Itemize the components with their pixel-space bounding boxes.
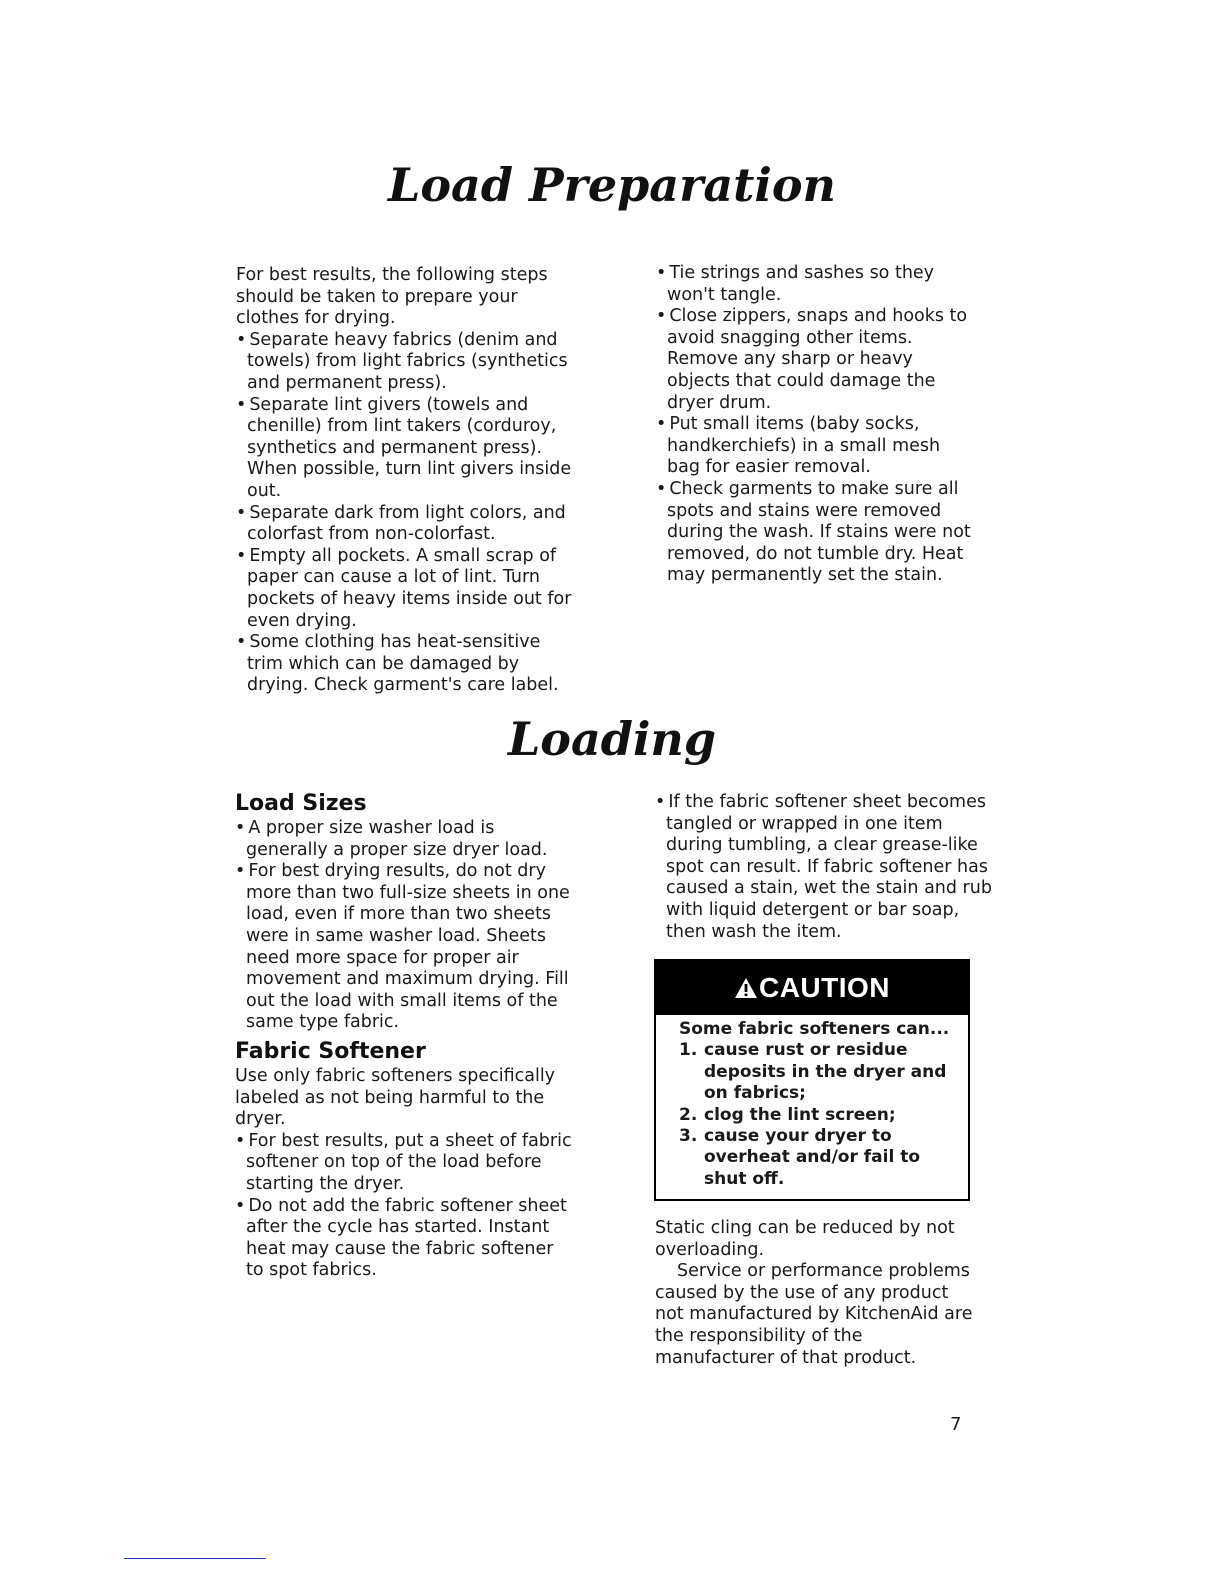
list-item: • For best drying results, do not dry more than two full-size sheets in one load, even if more than two sheets were in same washer load. Sheets need more space for proper air movement and maximum drying. Fill out the load with small items of the same type fabric. [235, 861, 575, 1034]
list-item: • If the fabric softener sheet becomes tangled or wrapped in one item during tumbling, a clear grease-like spot can result. If fabric softener has caused a stain, wet the stain and rub with liquid detergent or bar soap, then wash the item. [655, 792, 995, 943]
prep-left-column [236, 265, 576, 697]
list-item: • Close zippers, snaps and hooks to avoid snagging other items. Remove any sharp or heavy objects that could damage the dryer drum. [656, 306, 976, 414]
static-cling-note: Static cling can be reduced by not overloading. [655, 1218, 955, 1260]
list-item: • Tie strings and sashes so they won't tangle. [656, 263, 976, 306]
prep-right-column [656, 263, 976, 587]
loading-heading: Loading [507, 712, 717, 766]
list-item: • Separate heavy fabrics (denim and towels) from light fabrics (synthetics and permanent press). [236, 330, 576, 395]
caution-box [654, 959, 970, 1201]
load-sizes-heading: Load Sizes [235, 791, 367, 816]
loading-right-column [655, 792, 995, 943]
list-item: • Put small items (baby socks, handkerchiefs) in a small mesh bag for easier removal. [656, 414, 976, 479]
list-item: • Separate lint givers (towels and chenille) from lint takers (corduroy, synthetics and permanent press). When possible, turn lint givers inside out. [236, 395, 576, 503]
list-item: • Some clothing has heat-sensitive trim which can be damaged by drying. Check garment's care label. [236, 632, 576, 697]
prep-intro: For best results, the following steps should be taken to prepare your clothes for drying. [236, 265, 548, 329]
caution-title: CAUTION [758, 972, 891, 1003]
caution-item: 3. cause your dryer to overheat and/or fail to shut off. [679, 1126, 921, 1189]
list-item: • For best results, put a sheet of fabric softener on top of the load before starting the dryer. [235, 1131, 575, 1196]
fabric-softener-intro: Use only fabric softeners specifically labeled as not being harmful to the dryer. [235, 1065, 556, 1130]
load-preparation-heading: Load Preparation [388, 158, 836, 212]
warning-triangle-icon [734, 977, 758, 999]
service-note: Service or performance problems caused by the use of any product not manufactured by KitchenAid are the responsibility of the manufacturer of that product. [655, 1261, 973, 1368]
fabric-softener-heading: Fabric Softener [235, 1038, 426, 1064]
list-item: • A proper size washer load is generally a proper size dryer load. [235, 818, 575, 861]
footer-rule [124, 1558, 266, 1559]
caution-header [656, 961, 968, 1015]
caution-intro: Some fabric softeners can... [679, 1019, 950, 1039]
closing-notes [655, 1218, 975, 1369]
page-number: 7 [950, 1414, 962, 1435]
list-item: • Do not add the fabric softener sheet after the cycle has started. Instant heat may cause the fabric softener to spot fabrics. [235, 1196, 575, 1282]
caution-item: 1. cause rust or residue deposits in the dryer and on fabrics; [679, 1040, 947, 1104]
list-item: • Check garments to make sure all spots and stains were removed during the wash. If stains were not removed, do not tumble dry. Heat may permanently set the stain. [656, 479, 976, 587]
loading-left-column [235, 790, 575, 1282]
list-item: • Empty all pockets. A small scrap of paper can cause a lot of lint. Turn pockets of heavy items inside out for even drying. [236, 546, 576, 632]
list-item: • Separate dark from light colors, and colorfast from non-colorfast. [236, 503, 576, 546]
caution-item: 2. clog the lint screen; [679, 1104, 896, 1125]
caution-body [656, 1015, 968, 1190]
